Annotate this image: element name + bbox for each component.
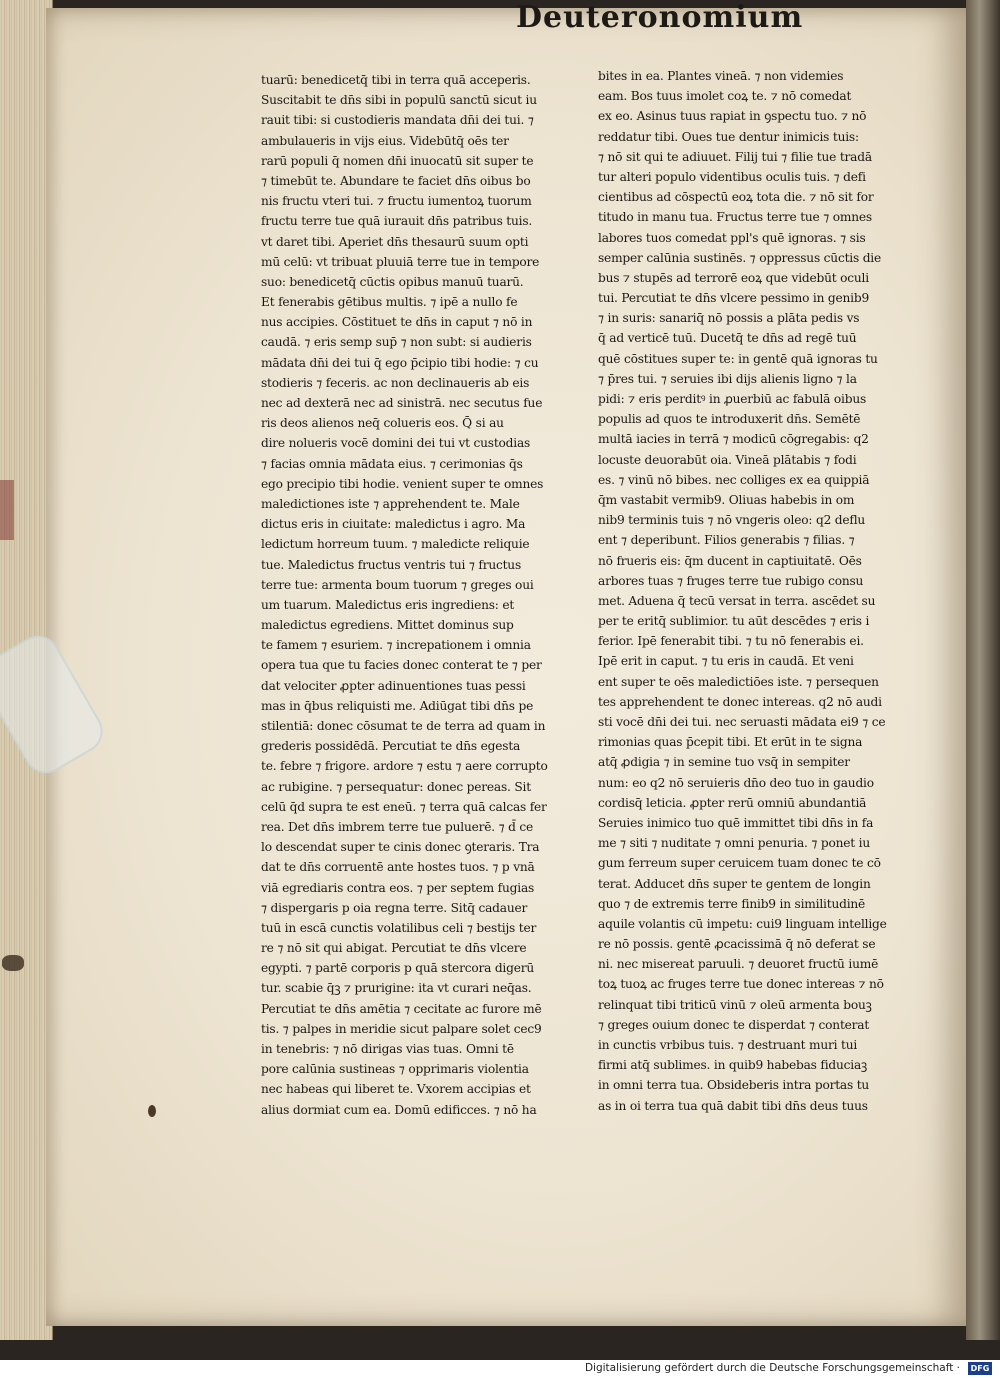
text-line: ⁊ in suris: sanariq̄ nō possis a plāta pedis vs: [598, 311, 860, 326]
text-line: Et fenerabis gētibus multis. ⁊ ipē a nullo fe: [261, 295, 518, 310]
text-line: nib9 terminis tuis ⁊ nō vngeris oleo: q2 deflu: [598, 513, 866, 528]
text-line: mādata dn̄i dei tui q̄ ego p̄cipio tibi hodie: ⁊ cu: [261, 355, 539, 370]
text-line: maledictus egrediens. Mittet dominus sup: [261, 618, 514, 633]
text-line: toꝝ tuoꝝ ac fruges terre tue donec intereas ⁊ nō: [598, 977, 884, 992]
text-line: celū q̄d supra te est eneū. ⁊ terra quā calcas fer: [261, 799, 547, 814]
text-line: per te eritq̄ sublimior. tu aūt descēdes ⁊ eris i: [598, 614, 870, 629]
text-line: ent ⁊ deperibunt. Filios generabis ⁊ filias. ⁊: [598, 533, 855, 548]
text-line: in omni terra tua. Obsideberis intra portas tu: [598, 1078, 870, 1093]
text-line: terat. Adducet dn̄s super te gentem de longin: [598, 876, 871, 891]
text-line: pidi: ⁊ eris perditꝰ in ꝓuerbiū ac fabulā oibus: [598, 392, 867, 406]
text-line: ni. nec misereat paruuli. ⁊ deuoret fructū iumē: [598, 957, 879, 972]
text-line: rimonias quas p̄cepit tibi. Et erūt in te signa: [598, 735, 863, 750]
text-line: nec habeas qui liberet te. Vxorem accipias et: [261, 1082, 531, 1097]
ink-spot: [148, 1105, 156, 1117]
text-line: firmi atq̄ sublimes. in quib9 habebas fiduciaꝫ: [598, 1058, 868, 1073]
text-line: dat velociter ꝓpter adinuentiones tuas pessi: [261, 678, 526, 693]
text-column-left: [261, 70, 606, 1120]
text-column-right: [598, 66, 943, 1116]
text-line: ⁊ dispergaris p oia regna terre. Sitq̄ cadauer: [261, 900, 528, 915]
text-line: dictus eris in ciuitate: maledictus i agro. Ma: [261, 517, 526, 532]
text-line: ex eo. Asinus tuus rapiat in ꝯspectu tuo. ⁊ nō: [598, 109, 867, 124]
text-line: ⁊ timebūt te. Abundare te faciet dn̄s oibus bo: [261, 173, 531, 188]
text-line: re ⁊ nō sit qui abigat. Percutiat te dn̄s vlcere: [261, 941, 527, 956]
text-line: gum ferreum super ceruicem tuam donec te cō: [598, 856, 881, 871]
text-line: semper calūnia sustinēs. ⁊ oppressus cūctis die: [598, 250, 882, 265]
text-line: num: eo q2 nō seruieris dn̄o deo tuo in gaudio: [598, 775, 874, 790]
text-line: bus ⁊ stupēs ad terrorē eoꝝ que videbūt oculi: [598, 270, 869, 285]
page-edge-stain: [0, 480, 14, 540]
text-line: es. ⁊ vinū nō bibes. nec colliges ex ea quippiā: [598, 472, 870, 487]
text-line: egypti. ⁊ partē corporis p quā stercora digerū: [261, 961, 535, 976]
text-line: nec ad dexterā nec ad sinistrā. nec secutus fue: [261, 396, 543, 410]
text-line: lo descendat super te cinis donec ꝯteraris. Tra: [261, 840, 540, 855]
text-line: grederis possidēdā. Percutiat te dn̄s egesta: [261, 739, 521, 754]
book-gutter-right: [966, 0, 1000, 1340]
text-line: relinquat tibi triticū vinū ⁊ oleū armenta bouꝫ: [598, 997, 872, 1012]
text-line: in tenebris: ⁊ nō dirigas vias tuas. Omni tē: [261, 1042, 514, 1056]
text-line: Percutiat te dn̄s amētia ⁊ cecitate ac furore mē: [261, 1001, 542, 1016]
text-line: ac rubigine. ⁊ persequatur: donec pereas. Sit: [261, 779, 531, 794]
text-line: tue. Maledictus fructus ventris tui ⁊ fructus: [261, 557, 522, 572]
text-line: Suscitabit te dn̄s sibi in populū sanctū sicut iu: [261, 93, 537, 108]
text-line: mas in q̄bus reliquisti me. Adiūgat tibi dn̄s pe: [261, 698, 534, 713]
text-line: labores tuos comedat ppl's quē ignoras. ⁊ sis: [598, 230, 866, 245]
text-line: suo: benedicetq̄ cūctis opibus manuū tuarū.: [261, 274, 524, 289]
text-line: um tuarum. Maledictus eris ingrediens: et: [261, 597, 515, 612]
text-line: dire nolueris vocē domini dei tui vt custodias: [261, 436, 531, 451]
text-line: tis. ⁊ palpes in meridie sicut palpare solet cec9: [261, 1021, 542, 1036]
text-line: vt daret tibi. Aperiet dn̄s thesaurū suum opti: [261, 234, 529, 249]
text-line: pore calūnia sustineas ⁊ opprimaris violentia: [261, 1062, 529, 1077]
text-line: rarū populi q̄ nomen dn̄i inuocatū sit super te: [261, 153, 534, 168]
text-line: viā egrediaris contra eos. ⁊ per septem fugias: [261, 880, 535, 895]
text-line: in cunctis vrbibus tuis. ⁊ destruant muri tui: [598, 1038, 858, 1052]
text-line: Seruies inimico tuo quē immittet tibi dn̄s in fa: [598, 815, 874, 830]
text-line: Ipē erit in caput. ⁊ tu eris in caudā. Et veni: [598, 654, 854, 669]
text-line: fructu terre tue quā iurauit dn̄s patribus tuis.: [261, 214, 533, 229]
text-line: met. Aduena q̄ tecū versat in terra. ascēdet su: [598, 593, 876, 608]
text-line: reddatur tibi. Oues tue dentur inimicis tuis:: [598, 129, 859, 144]
text-line: populis ad quos te introduxerit dn̄s. Semētē: [598, 412, 861, 427]
text-line: tui. Percutiat te dn̄s vlcere pessimo in genib9: [598, 291, 870, 306]
text-line: alius dormiat cum ea. Domū edificces. ⁊ nō ha: [261, 1102, 537, 1117]
text-line: tur. scabie q̄ꝫ ⁊ prurigine: ita vt curari neq̄as.: [261, 981, 532, 996]
text-line: ent super te oēs maledictiōes iste. ⁊ persequen: [598, 674, 879, 689]
text-line: ⁊ facias omnia mādata eius. ⁊ cerimonias q̄s: [261, 456, 523, 471]
text-line: eam. Bos tuus imolet coꝝ te. ⁊ nō comedat: [598, 89, 852, 104]
text-line: nus accipies. Cōstituet te dn̄s in caput ⁊ nō in: [261, 315, 533, 330]
text-line: nō frueris eis: q̄m ducent in captiuitatē. Oēs: [598, 553, 862, 568]
text-line: locuste deuorabūt oia. Vineā plātabis ⁊ fodi: [598, 452, 857, 467]
text-line: stodieris ⁊ feceris. ac non declinaueris ab eis: [261, 375, 530, 390]
dfg-logo-icon: DFG: [968, 1362, 992, 1375]
text-line: dat te dn̄s corruentē ante hostes tuos. ⁊ p vnā: [261, 860, 535, 875]
text-line: stilentiā: donec cōsumat te de terra ad quam in: [261, 719, 546, 733]
text-line: tur alteri populo videntibus oculis tuis. ⁊ defi: [598, 169, 866, 184]
funding-notice: Digitalisierung gefördert durch die Deutsche Forschungsgemeinschaft ·: [584, 1362, 960, 1374]
text-line: arbores tuas ⁊ fruges terre tue rubigo consu: [598, 573, 864, 588]
text-line: nis fructu vteri tui. ⁊ fructu iumentoꝝ tuorum: [261, 194, 532, 209]
text-line: re nō possis. gentē ꝓcacissimā q̄ nō deferat se: [598, 937, 876, 952]
text-line: maledictiones iste ⁊ apprehendent te. Male: [261, 496, 520, 511]
text-line: atq̄ ꝓdigia ⁊ in semine tuo vsq̄ in sempiter: [598, 755, 850, 770]
text-line: multā iacies in terrā ⁊ modicū cōgregabis: q2: [598, 432, 869, 447]
text-line: ⁊ p̄res tui. ⁊ seruies ibi dijs alienis ligno ⁊ la: [598, 371, 857, 386]
text-line: rauit tibi: si custodieris mandata dn̄i dei tui. ⁊: [261, 113, 534, 128]
text-line: aquile volantis cū impetu: cui9 linguam intellige: [598, 916, 887, 931]
book-page: [46, 0, 966, 1326]
text-line: q̄m vastabit vermib9. Oliuas habebis in om: [598, 492, 855, 507]
text-line: ledictum horreum tuum. ⁊ maledicte reliquie: [261, 537, 530, 552]
text-line: bites in ea. Plantes vineā. ⁊ non videmies: [598, 69, 844, 83]
text-line: terre tue: armenta boum tuorum ⁊ greges oui: [261, 577, 534, 592]
text-line: ego precipio tibi hodie. venient super te omnes: [261, 476, 544, 491]
text-line: te. febre ⁊ frigore. ardore ⁊ estu ⁊ aere corrupto: [261, 759, 548, 774]
footer-bar: [0, 1360, 1000, 1378]
stain-mark: [2, 955, 24, 971]
text-line: as in oi terra tua quā dabit tibi dn̄s deus tuus: [598, 1098, 868, 1113]
text-line: caudā. ⁊ eris semp sup̄ ⁊ non subt: si audieris: [261, 335, 532, 350]
text-line: ⁊ greges ouium donec te disperdat ⁊ conterat: [598, 1017, 870, 1032]
text-line: tes apprehendent te donec intereas. q2 nō audi: [598, 694, 882, 709]
text-line: opera tua que tu facies donec conterat te ⁊ per: [261, 658, 542, 673]
running-head: Deuteronomium: [516, 0, 804, 35]
text-line: quē cōstitues super te: in gentē quā ignoras tu: [598, 351, 878, 366]
text-line: rea. Det dn̄s imbrem terre tue puluerē. ⁊ d̄ ce: [261, 819, 534, 834]
text-line: ris deos alienos neq̄ colueris eos. Q̄ si au: [261, 416, 504, 431]
text-line: sti vocē dn̄i dei tui. nec seruasti mādata ei9 ⁊ ce: [598, 715, 886, 729]
text-line: titudo in manu tua. Fructus terre tue ⁊ omnes: [598, 210, 872, 225]
text-line: te famem ⁊ esuriem. ⁊ increpationem i omnia: [261, 638, 531, 653]
text-line: quo ⁊ de extremis terre finib9 in similitudinē: [598, 896, 866, 911]
text-line: ambulaueris in vijs eius. Videbūtq̄ oēs ter: [261, 133, 509, 148]
text-line: q̄ ad verticē tuū. Ducetq̄ te dn̄s ad regē tuū: [598, 331, 857, 346]
text-line: tuū in escā cunctis volatilibus celi ⁊ bestijs ter: [261, 920, 537, 935]
text-line: cientibus ad cōspectū eoꝝ tota die. ⁊ nō sit for: [598, 190, 874, 205]
text-line: me ⁊ siti ⁊ nuditate ⁊ omni penuria. ⁊ ponet iu: [598, 836, 871, 851]
text-line: tuarū: benedicetq̄ tibi in terra quā acceperis.: [261, 73, 531, 87]
text-line: mū celū: vt tribuat pluuiā terre tue in tempore: [261, 254, 540, 269]
text-line: ⁊ nō sit qui te adiuuet. Filij tui ⁊ filie tue tradā: [598, 149, 872, 164]
text-line: ferior. Ipē fenerabit tibi. ⁊ tu nō fenerabis ei.: [598, 634, 864, 649]
text-line: cordisq̄ leticia. ꝓpter rerū omniū abundantiā: [598, 795, 867, 810]
